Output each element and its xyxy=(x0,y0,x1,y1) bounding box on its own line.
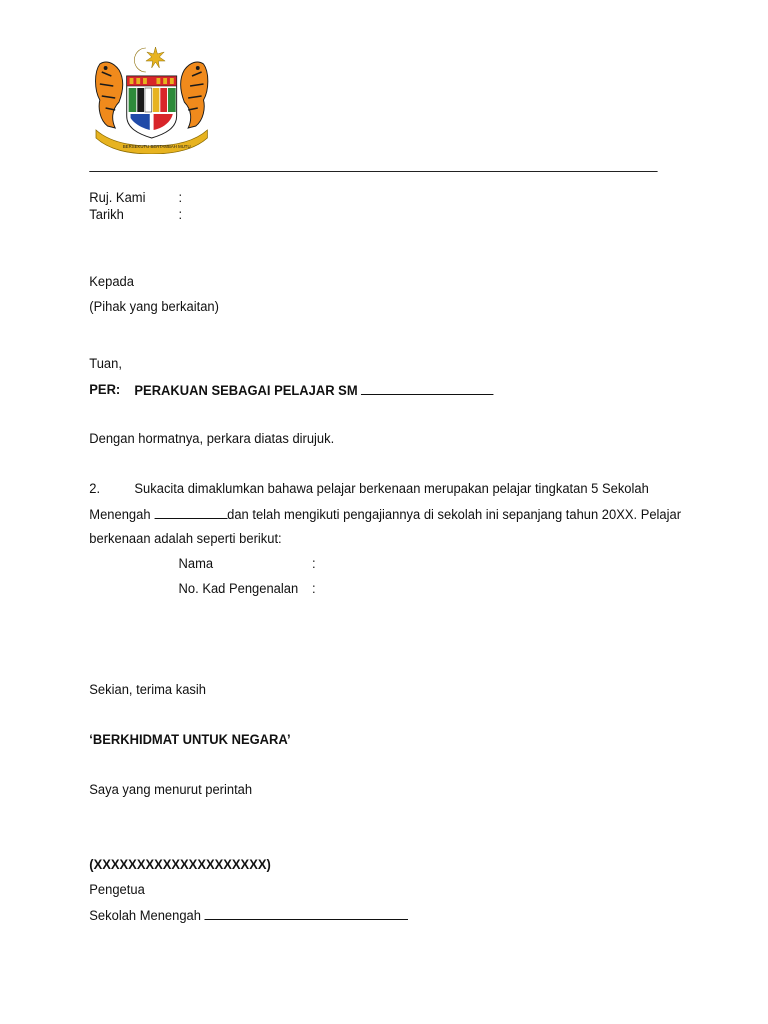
signatory-school: Sekolah Menengah xyxy=(89,907,408,923)
recipient-heading: Kepada xyxy=(89,274,134,289)
subject-title: PERAKUAN SEBAGAI PELAJAR SM xyxy=(134,382,493,398)
field-name-colon: : xyxy=(312,556,316,571)
header-divider xyxy=(89,171,657,172)
date-label: Tarikh xyxy=(89,207,124,222)
obedience-line: Saya yang menurut perintah xyxy=(89,782,253,797)
recipient-name: (Pihak yang berkaitan) xyxy=(89,299,219,314)
school-name-blank xyxy=(154,506,227,519)
field-ic-colon: : xyxy=(312,581,316,596)
salutation: Tuan, xyxy=(89,356,122,371)
paragraph-line-1: Sukacita dimaklumkan bahawa pelajar berkenaan merupakan pelajar tingkatan 5 Sekolah xyxy=(134,481,649,496)
paragraph-number: 2. xyxy=(89,481,101,496)
opening-line: Dengan hormatnya, perkara diatas dirujuk. xyxy=(89,431,335,446)
closing-line: Sekian, terima kasih xyxy=(89,682,206,697)
signatory-school-blank xyxy=(205,907,409,920)
field-ic-label: No. Kad Pengenalan xyxy=(178,581,299,596)
coat-of-arms-logo xyxy=(90,42,213,154)
signatory-name: (XXXXXXXXXXXXXXXXXXXX) xyxy=(89,857,271,872)
date-colon: : xyxy=(178,207,183,222)
ref-label: Ruj. Kami xyxy=(89,190,146,205)
subject-blank xyxy=(361,382,493,395)
signatory-position: Pengetua xyxy=(89,882,145,897)
svg-text:BERSEKUTU BERTAMBAH MUTU: BERSEKUTU BERTAMBAH MUTU xyxy=(122,143,191,150)
motto-line: ‘BERKHIDMAT UNTUK NEGARA’ xyxy=(89,732,291,747)
subject-prefix: PER: xyxy=(89,382,121,397)
field-name-label: Nama xyxy=(178,556,214,571)
paragraph-line-3: berkenaan adalah seperti berikut: xyxy=(89,531,282,546)
ref-colon: : xyxy=(178,190,183,205)
paragraph-line-2: Menengah dan telah mengikuti pengajiannya di sekolah ini sepanjang tahun 20XX. Pelajar xyxy=(89,507,682,522)
